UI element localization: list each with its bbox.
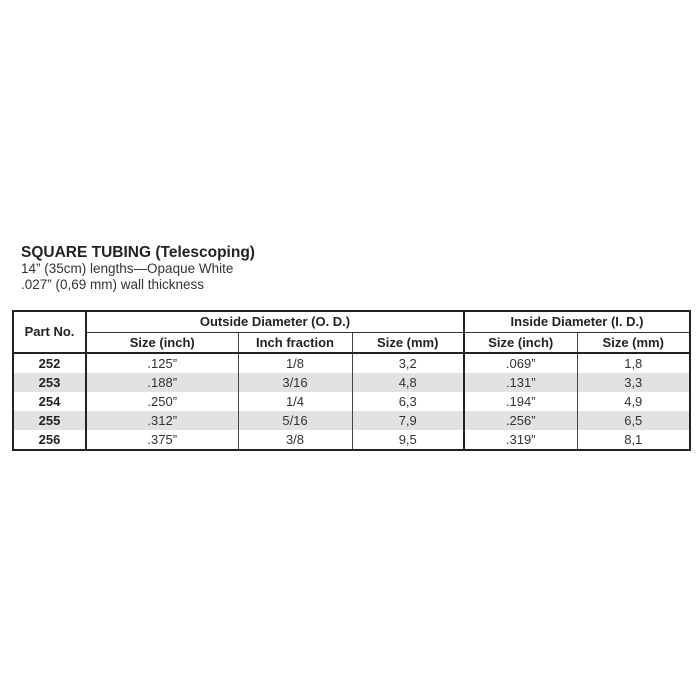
od-size-mm-cell: 7,9 [352,411,464,430]
id-size-inch-cell: .131” [464,373,577,392]
col-header-id-size-inch: Size (inch) [464,333,577,354]
col-header-od-size-inch: Size (inch) [86,333,238,354]
od-size-mm-cell: 4,8 [352,373,464,392]
id-size-inch-cell: .319” [464,430,577,450]
od-fraction-cell: 5/16 [238,411,352,430]
col-header-id-size-mm: Size (mm) [577,333,690,354]
od-fraction-cell: 1/8 [238,353,352,373]
col-header-od-size-mm: Size (mm) [352,333,464,354]
tubing-spec-table [12,310,691,451]
part-number-cell: 254 [13,392,86,411]
table-row [13,411,690,430]
document-title: SQUARE TUBING (Telescoping) [21,244,255,261]
od-size-inch-cell: .375” [86,430,238,450]
od-size-mm-cell: 6,3 [352,392,464,411]
od-size-mm-cell: 9,5 [352,430,464,450]
part-number-cell: 252 [13,353,86,373]
table-column-header-row [13,333,690,354]
od-size-inch-cell: .125” [86,353,238,373]
id-size-mm-cell: 8,1 [577,430,690,450]
id-size-mm-cell: 6,5 [577,411,690,430]
table-row [13,353,690,373]
spec-sheet [12,244,689,447]
part-number-cell: 255 [13,411,86,430]
table-row [13,373,690,392]
od-fraction-cell: 3/16 [238,373,352,392]
table-group-header-row [13,311,690,333]
part-no-header: Part No. [13,311,86,353]
part-number-cell: 253 [13,373,86,392]
length-color-line: 14” (35cm) lengths—Opaque White [21,261,234,276]
od-fraction-cell: 1/4 [238,392,352,411]
id-size-inch-cell: .069” [464,353,577,373]
id-size-mm-cell: 1,8 [577,353,690,373]
od-size-mm-cell: 3,2 [352,353,464,373]
id-size-mm-cell: 3,3 [577,373,690,392]
od-fraction-cell: 3/8 [238,430,352,450]
table-row [13,392,690,411]
id-size-mm-cell: 4,9 [577,392,690,411]
od-size-inch-cell: .250” [86,392,238,411]
inside-diameter-header: Inside Diameter (I. D.) [464,311,690,333]
od-size-inch-cell: .312” [86,411,238,430]
table-row [13,430,690,450]
part-number-cell: 256 [13,430,86,450]
id-size-inch-cell: .194” [464,392,577,411]
outside-diameter-header: Outside Diameter (O. D.) [86,311,464,333]
wall-thickness-line: .027” (0,69 mm) wall thickness [21,277,205,292]
od-size-inch-cell: .188” [86,373,238,392]
id-size-inch-cell: .256” [464,411,577,430]
col-header-od-inch-fraction: Inch fraction [238,333,352,354]
